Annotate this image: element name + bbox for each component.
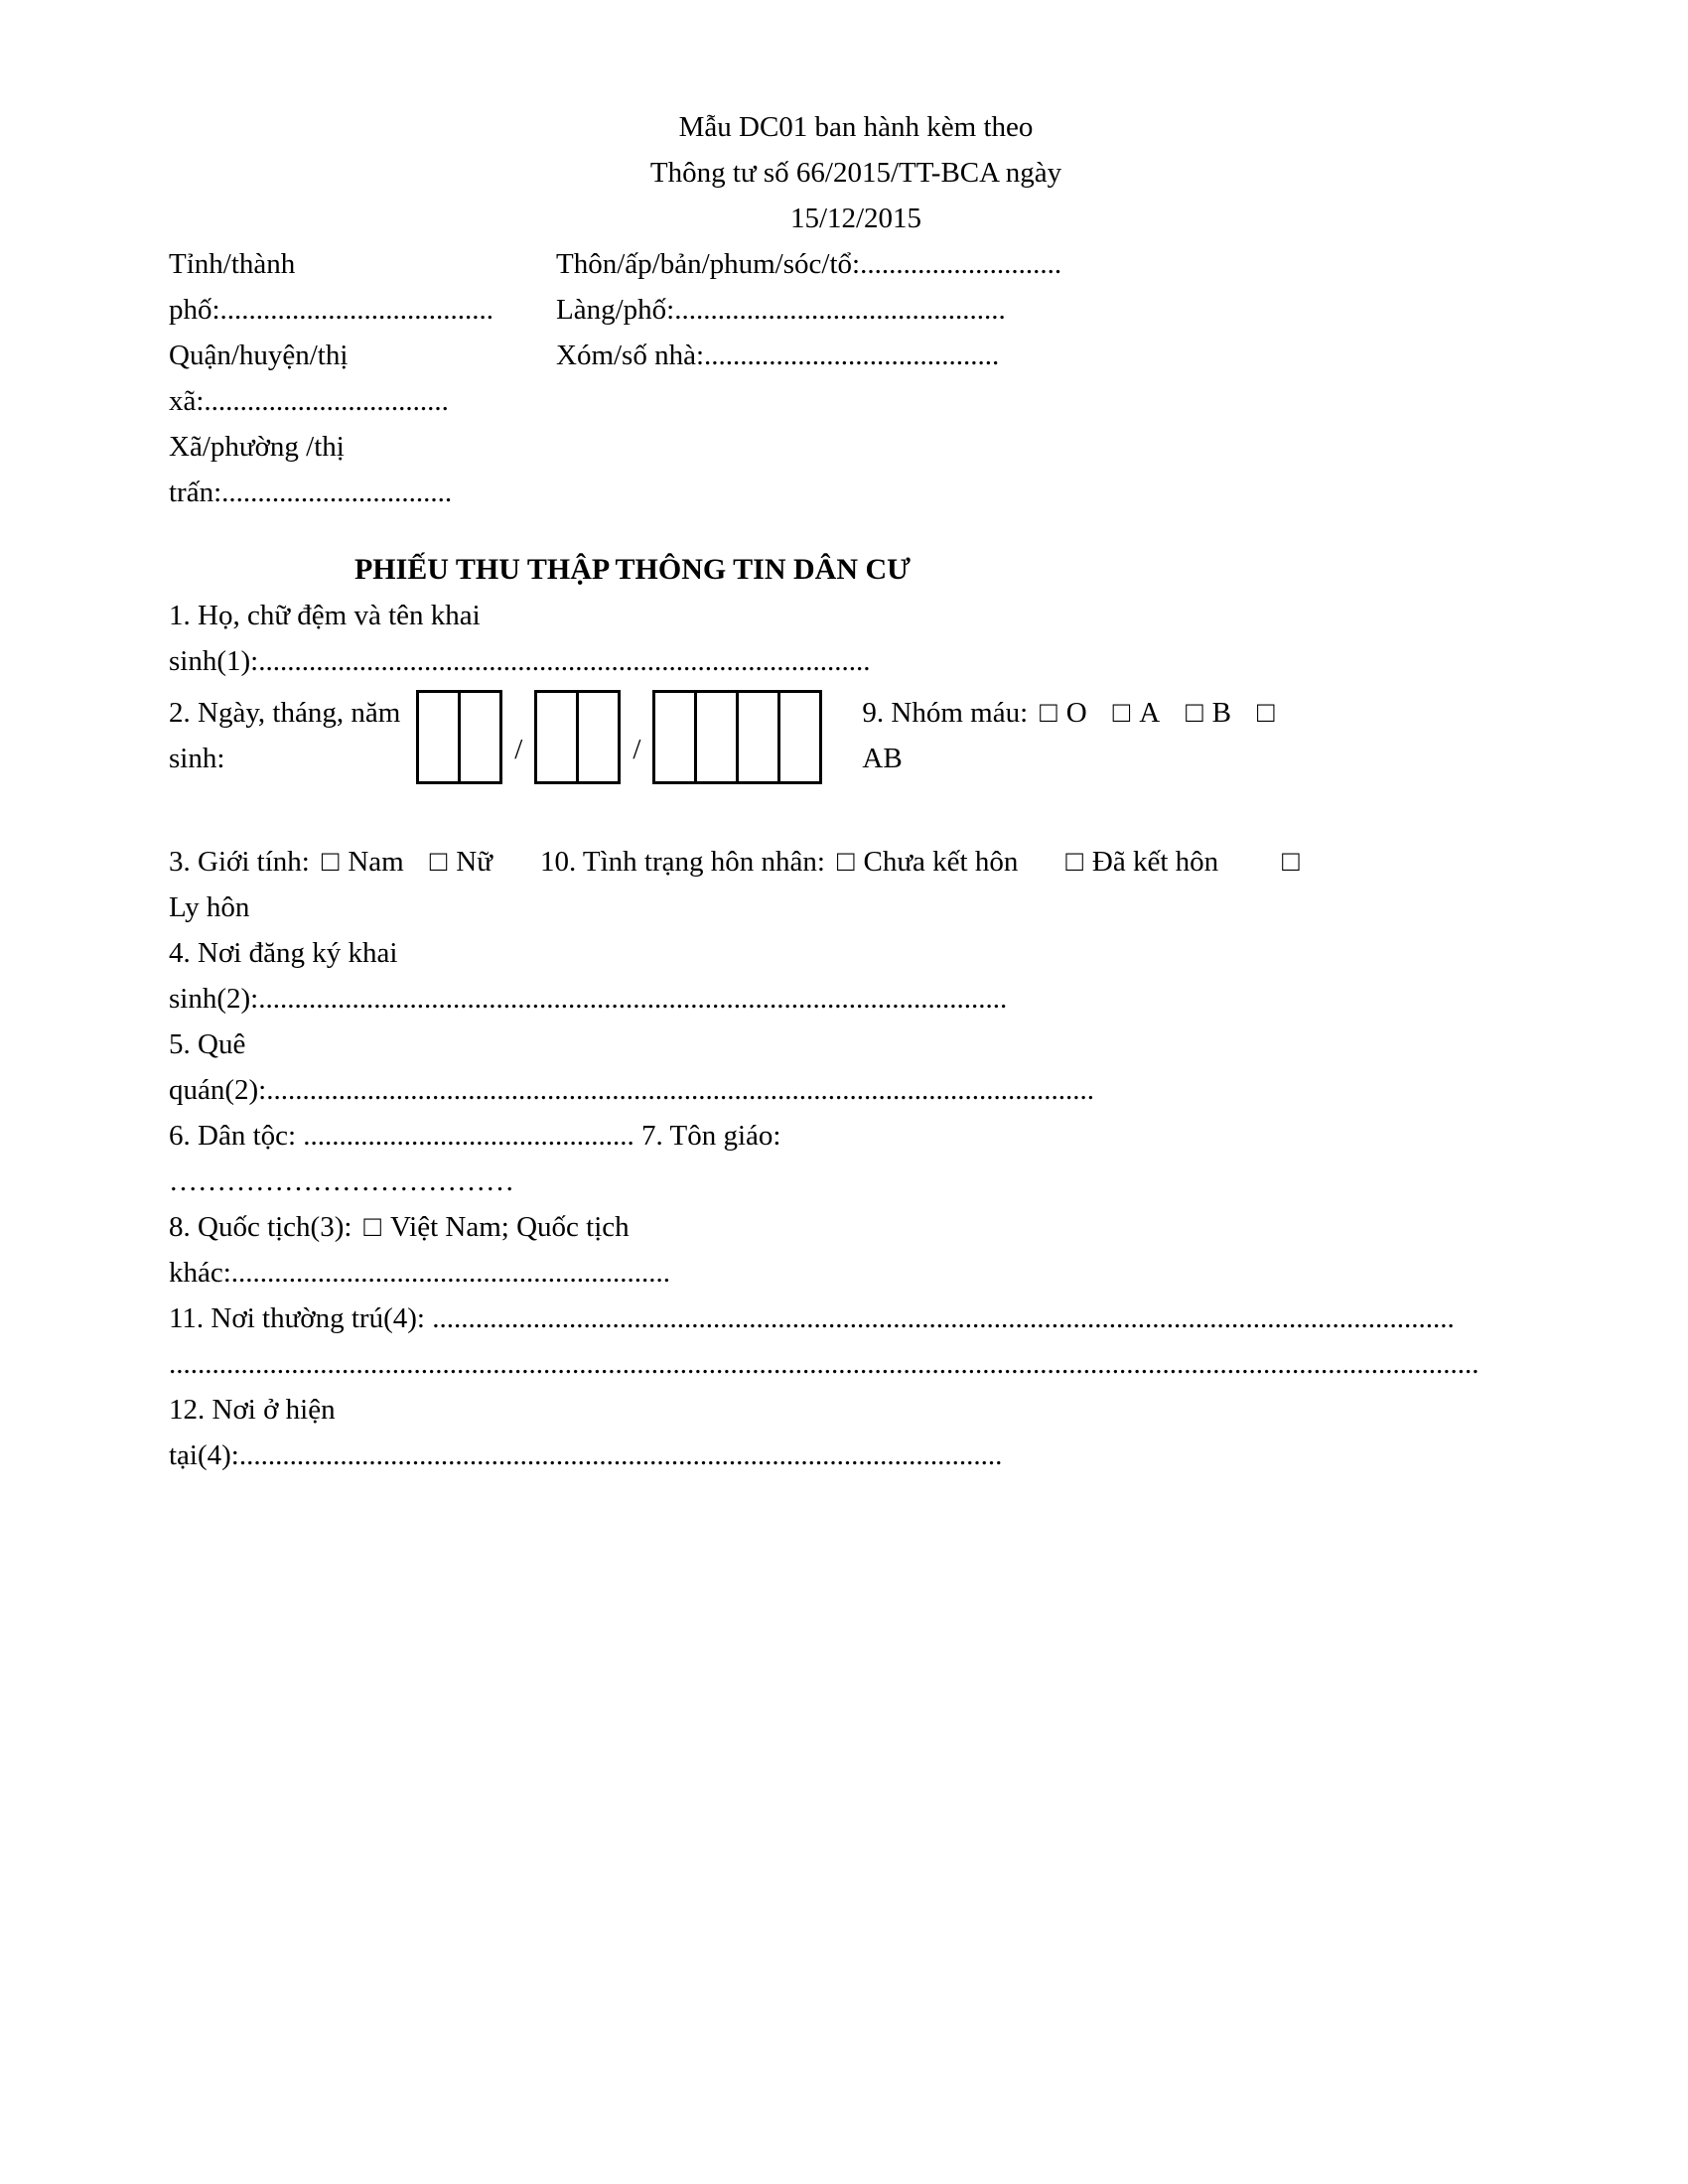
- village-street-field[interactable]: Làng/phố:..............................................: [556, 294, 1006, 326]
- form-reference-date: 15/12/2015: [789, 203, 922, 234]
- current-residence-label: 12. Nơi ở hiện: [169, 1394, 336, 1426]
- hometown-field[interactable]: quán(2):...................................................................................................................: [169, 1074, 1094, 1106]
- nationality-vietnam-checkbox-icon[interactable]: □: [363, 1211, 381, 1243]
- dob-year-cell-3[interactable]: [736, 690, 780, 784]
- hometown-label: 5. Quê: [169, 1028, 246, 1060]
- administrative-area-section: [169, 241, 1519, 515]
- dob-year-cell-1[interactable]: [652, 690, 697, 784]
- form-body: [169, 593, 1519, 1478]
- ward-label: Xã/phường /thị: [169, 431, 345, 463]
- gender-label: 3. Giới tính:: [169, 846, 310, 878]
- marital-married-label: Đã kết hôn: [1091, 846, 1219, 878]
- full-name-field[interactable]: sinh(1):.....................................................................................: [169, 645, 871, 677]
- date-separator-icon: /: [514, 734, 523, 765]
- date-separator-icon: /: [633, 734, 641, 765]
- blood-type-o-checkbox-icon[interactable]: □: [1040, 697, 1057, 729]
- marital-status-label: 10. Tình trạng hôn nhân:: [539, 846, 825, 878]
- marital-divorced-checkbox-icon[interactable]: □: [1282, 846, 1300, 878]
- gender-marital-line: [169, 839, 1519, 885]
- permanent-residence-field-line-2[interactable]: ......................................................................................................................................................................................: [169, 1348, 1479, 1380]
- birth-registration-field[interactable]: sinh(2):........................................................................................................: [169, 983, 1008, 1015]
- nationality-line: [169, 1204, 1519, 1250]
- marital-single-label: Chưa kết hôn: [863, 846, 1019, 878]
- hamlet-field[interactable]: Thôn/ấp/bản/phum/sóc/tổ:............................: [556, 248, 1062, 280]
- district-label: Quận/huyện/thị: [169, 340, 349, 371]
- nationality-other-field[interactable]: khác:.............................................................: [169, 1257, 671, 1289]
- form-title: PHIẾU THU THẬP THÔNG TIN DÂN CƯ: [353, 553, 912, 586]
- dob-label-line-2: sinh:: [169, 743, 225, 774]
- permanent-residence-field-line-1[interactable]: 11. Nơi thường trú(4): ..............................................................................................................................................: [169, 1302, 1455, 1334]
- ward-field[interactable]: trấn:................................: [169, 477, 453, 508]
- house-number-field[interactable]: Xóm/số nhà:.........................................: [556, 340, 1000, 371]
- dob-label-line-1: 2. Ngày, tháng, năm: [169, 697, 401, 729]
- address-right-column: [556, 241, 1519, 515]
- nationality-label: 8. Quốc tịch(3):: [169, 1211, 352, 1243]
- blood-type-b-label: B: [1211, 697, 1232, 729]
- address-left-column: [169, 241, 556, 515]
- current-residence-field[interactable]: tại(4):..........................................................................................................: [169, 1439, 1003, 1471]
- blood-type-ab-label: AB: [862, 743, 903, 774]
- dob-row: [169, 690, 1519, 784]
- full-name-label: 1. Họ, chữ đệm và tên khai: [169, 600, 481, 631]
- dob-day-cell-1[interactable]: [416, 690, 461, 784]
- province-city-label: Tỉnh/thành: [169, 248, 296, 280]
- gender-male-checkbox-icon[interactable]: □: [321, 846, 340, 878]
- dob-month-cell-1[interactable]: [534, 690, 579, 784]
- dob-month-cell-2[interactable]: [576, 690, 621, 784]
- form-reference-line-1: Mẫu DC01 ban hành kèm theo: [678, 111, 1034, 143]
- dob-month-boxes: [534, 690, 621, 784]
- blood-type-ab-checkbox-icon[interactable]: □: [1257, 697, 1275, 729]
- blood-group-line: [862, 690, 1283, 736]
- dob-year-cell-4[interactable]: [777, 690, 822, 784]
- blood-group-block: [862, 690, 1283, 781]
- form-reference-line-2: Thông tư số 66/2015/TT-BCA ngày: [649, 157, 1062, 189]
- blood-type-b-checkbox-icon[interactable]: □: [1186, 697, 1203, 729]
- dob-day-cell-2[interactable]: [458, 690, 502, 784]
- gender-female-label: Nữ: [456, 846, 492, 878]
- marital-divorced-label: Ly hôn: [169, 891, 250, 923]
- dob-year-boxes: [652, 690, 822, 784]
- nationality-vietnam-label: Việt Nam; Quốc tịch: [389, 1211, 630, 1243]
- birth-registration-label: 4. Nơi đăng ký khai: [169, 937, 398, 969]
- blood-type-a-label: A: [1139, 697, 1161, 729]
- ethnicity-religion-line[interactable]: 6. Dân tộc: .............................................. 7. Tôn giáo:: [169, 1120, 781, 1152]
- marital-single-checkbox-icon[interactable]: □: [836, 846, 855, 878]
- district-field[interactable]: xã:..................................: [169, 385, 449, 417]
- dob-day-boxes: [416, 690, 502, 784]
- blood-type-a-checkbox-icon[interactable]: □: [1112, 697, 1131, 729]
- marital-married-checkbox-icon[interactable]: □: [1065, 846, 1083, 878]
- province-city-field[interactable]: phố:......................................: [169, 294, 494, 326]
- gender-male-label: Nam: [348, 846, 404, 878]
- form-reference-header: [558, 104, 1154, 241]
- blood-group-label: 9. Nhóm máu:: [862, 697, 1029, 729]
- blood-type-o-label: O: [1065, 697, 1087, 729]
- dob-label: [169, 690, 416, 781]
- dob-year-cell-2[interactable]: [694, 690, 739, 784]
- religion-field[interactable]: ………………………………: [169, 1165, 514, 1197]
- gender-female-checkbox-icon[interactable]: □: [429, 846, 448, 878]
